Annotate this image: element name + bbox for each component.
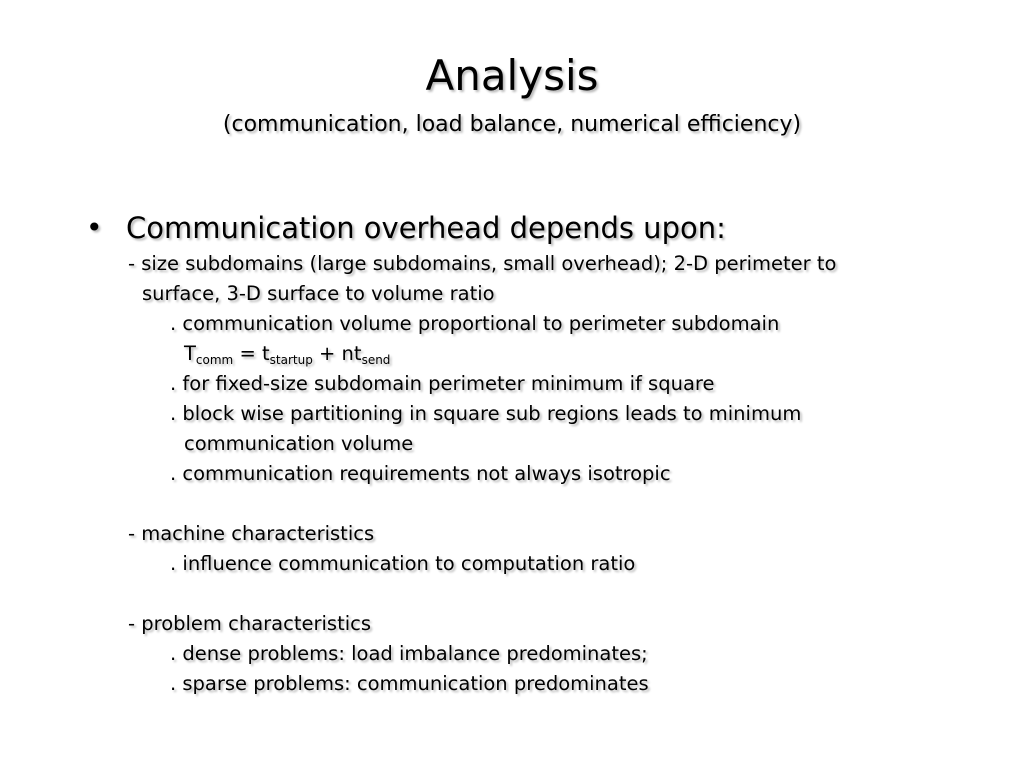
line-dense-problems: . dense problems: load imbalance predominates; bbox=[170, 642, 648, 665]
formula-sub-startup: startup bbox=[269, 353, 313, 367]
line-influence-ratio: . influence communication to computation ratio bbox=[170, 552, 636, 575]
line-problem-characteristics: - problem characteristics bbox=[128, 612, 372, 635]
slide-title: Analysis bbox=[425, 51, 599, 100]
line-surface-ratio: surface, 3-D surface to volume ratio bbox=[142, 282, 495, 305]
formula-plus: + nt bbox=[312, 342, 362, 365]
formula-tcomm bbox=[184, 340, 390, 368]
line-fixed-size: . for fixed-size subdomain perimeter minimum if square bbox=[170, 372, 715, 395]
line-block-wise: . block wise partitioning in square sub regions leads to minimum bbox=[170, 402, 802, 425]
line-sparse-problems: . sparse problems: communication predominates bbox=[170, 672, 649, 695]
line-isotropic: . communication requirements not always isotropic bbox=[170, 462, 671, 485]
line-comm-volume: . communication volume proportional to perimeter subdomain bbox=[170, 312, 780, 335]
formula-sub-send: send bbox=[361, 353, 391, 367]
slide-subtitle: (communication, load balance, numerical efficiency) bbox=[222, 112, 802, 137]
bullet-dot: • bbox=[86, 211, 103, 244]
formula-T: T bbox=[184, 342, 196, 365]
line-size-subdomains: - size subdomains (large subdomains, small overhead); 2-D perimeter to bbox=[128, 252, 837, 275]
bullet-heading: Communication overhead depends upon: bbox=[126, 211, 726, 245]
line-comm-volume-cont: communication volume bbox=[184, 432, 414, 455]
formula-sub-comm: comm bbox=[195, 353, 234, 367]
line-machine-characteristics: - machine characteristics bbox=[128, 522, 375, 545]
formula-eq: = t bbox=[233, 342, 270, 365]
